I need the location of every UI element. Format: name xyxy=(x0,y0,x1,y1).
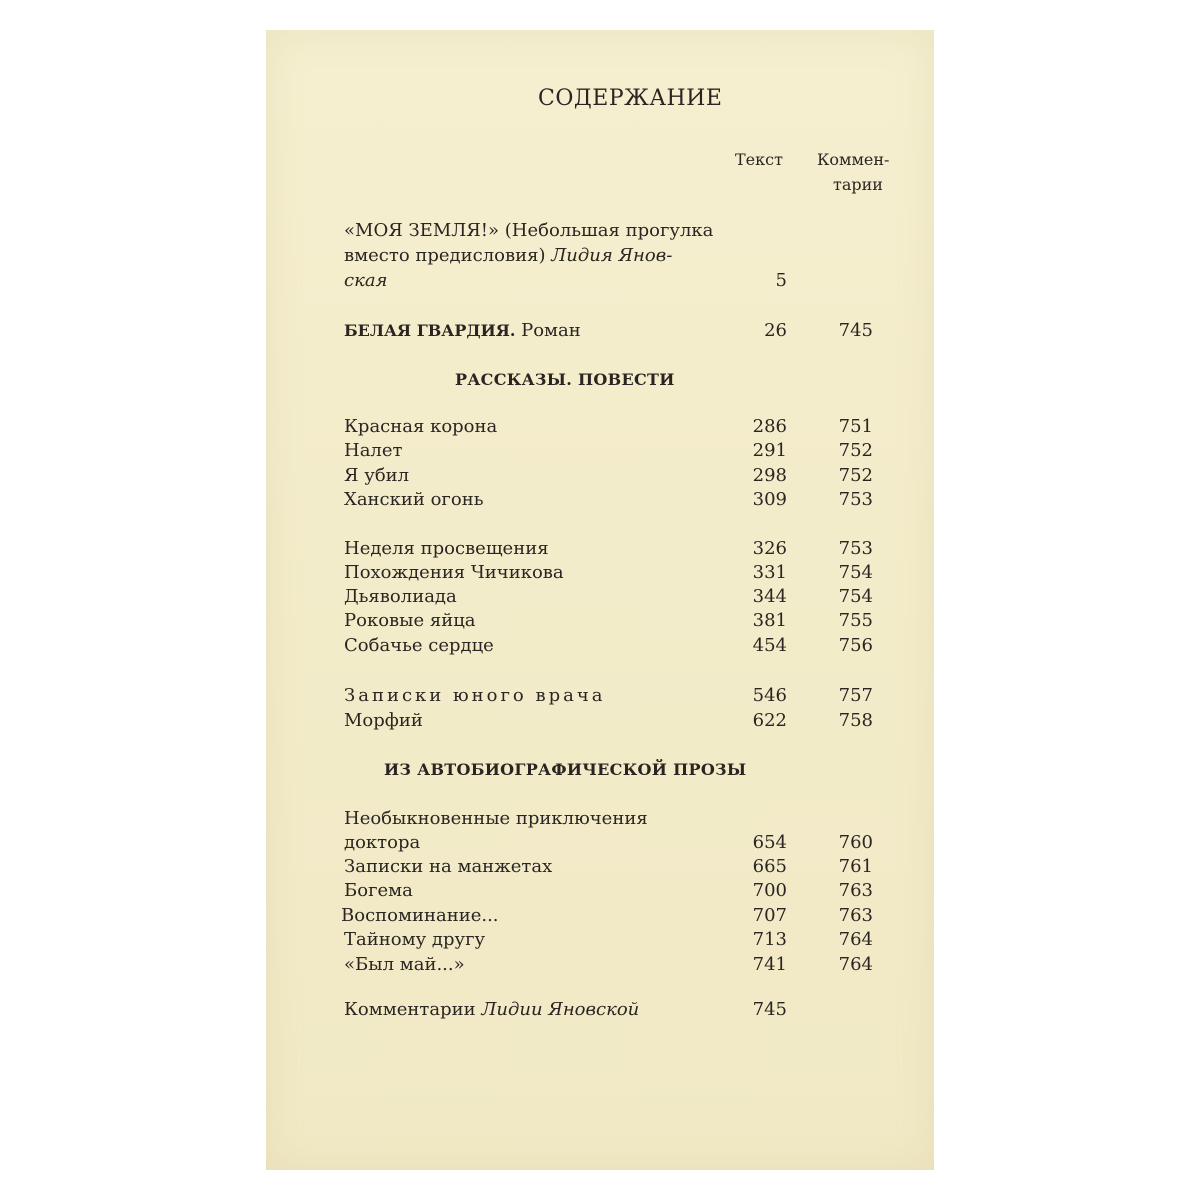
toc-entry: Богема xyxy=(344,880,413,901)
toc-page: 622 xyxy=(752,710,787,731)
toc-entry: Собачье сердце xyxy=(344,635,494,656)
toc-comm: 755 xyxy=(838,610,873,631)
toc-comm: 757 xyxy=(838,685,873,706)
toc-entry: Воспоминание... xyxy=(341,905,499,926)
toc-entry: Морфий xyxy=(344,710,423,731)
toc-comm: 764 xyxy=(838,929,873,950)
toc-comm: 758 xyxy=(838,710,873,731)
toc-comm: 752 xyxy=(838,440,873,461)
toc-page: 309 xyxy=(752,489,787,510)
intro-line2: вместо предисловия) Лидия Янов- xyxy=(344,245,673,266)
header-comm-line2: тарии xyxy=(833,175,883,194)
toc-comm: 756 xyxy=(838,635,873,656)
toc-comm: 760 xyxy=(838,832,873,853)
toc-comm: 761 xyxy=(838,856,873,877)
toc-entry: Красная корона xyxy=(344,416,498,437)
commentary-page: 745 xyxy=(752,999,787,1020)
toc-page: 454 xyxy=(752,635,787,656)
toc-entry: Я убил xyxy=(344,465,410,486)
white-guard-comm: 745 xyxy=(838,320,873,341)
toc-page: 665 xyxy=(752,856,787,877)
toc-entry: Похождения Чичикова xyxy=(344,562,564,583)
toc-entry: Тайному другу xyxy=(344,929,486,950)
toc-entry: Налет xyxy=(344,440,403,461)
toc-entry: Неделя просвещения xyxy=(344,538,549,559)
intro-line3: ская xyxy=(344,270,388,291)
commentary-entry: Комментарии Лидии Яновской xyxy=(344,999,640,1020)
toc-comm: 754 xyxy=(838,586,873,607)
toc-entry: Роковые яйца xyxy=(344,610,476,631)
toc-page: 326 xyxy=(752,538,787,559)
toc-page: 713 xyxy=(752,929,787,950)
toc-entry-line2: доктора xyxy=(344,832,421,853)
toc-page: 291 xyxy=(752,440,787,461)
toc-page: 741 xyxy=(752,954,787,975)
toc-page: 298 xyxy=(752,465,787,486)
toc-comm: 763 xyxy=(838,880,873,901)
toc-page: 707 xyxy=(752,905,787,926)
toc-entry: Ханский огонь xyxy=(344,489,484,510)
toc-title: СОДЕРЖАНИЕ xyxy=(538,86,723,111)
toc-page: 381 xyxy=(752,610,787,631)
white-guard-page: 26 xyxy=(764,320,787,341)
toc-entry: «Был май...» xyxy=(344,954,465,975)
toc-comm: 763 xyxy=(838,905,873,926)
toc-page: 654 xyxy=(752,832,787,853)
section-heading-autobiographical: ИЗ АВТОБИОГРАФИЧЕСКОЙ ПРОЗЫ xyxy=(384,760,747,779)
header-comm-line1: Коммен- xyxy=(817,150,890,169)
header-text: Текст xyxy=(735,150,783,169)
toc-page: 546 xyxy=(752,685,787,706)
toc-comm: 752 xyxy=(838,465,873,486)
toc-comm: 753 xyxy=(838,489,873,510)
toc-page: 344 xyxy=(752,586,787,607)
toc-comm: 764 xyxy=(838,954,873,975)
white-guard-entry: БЕЛАЯ ГВАРДИЯ. Роман xyxy=(344,320,581,341)
toc-comm: 751 xyxy=(838,416,873,437)
toc-comm: 753 xyxy=(838,538,873,559)
section-heading-stories: РАССКАЗЫ. ПОВЕСТИ xyxy=(455,370,675,389)
toc-entry: Дьяволиада xyxy=(344,586,457,607)
toc-comm: 754 xyxy=(838,562,873,583)
toc-entry-line1: Необыкновенные приключения xyxy=(344,808,648,829)
toc-page: 700 xyxy=(752,880,787,901)
intro-line1: «МОЯ ЗЕМЛЯ!» (Небольшая прогулка xyxy=(344,220,714,241)
toc-page: 286 xyxy=(752,416,787,437)
toc-entry: Записки юного врача xyxy=(344,685,606,706)
intro-page: 5 xyxy=(775,270,787,291)
toc-page: 331 xyxy=(752,562,787,583)
toc-entry: Записки на манжетах xyxy=(344,856,553,877)
